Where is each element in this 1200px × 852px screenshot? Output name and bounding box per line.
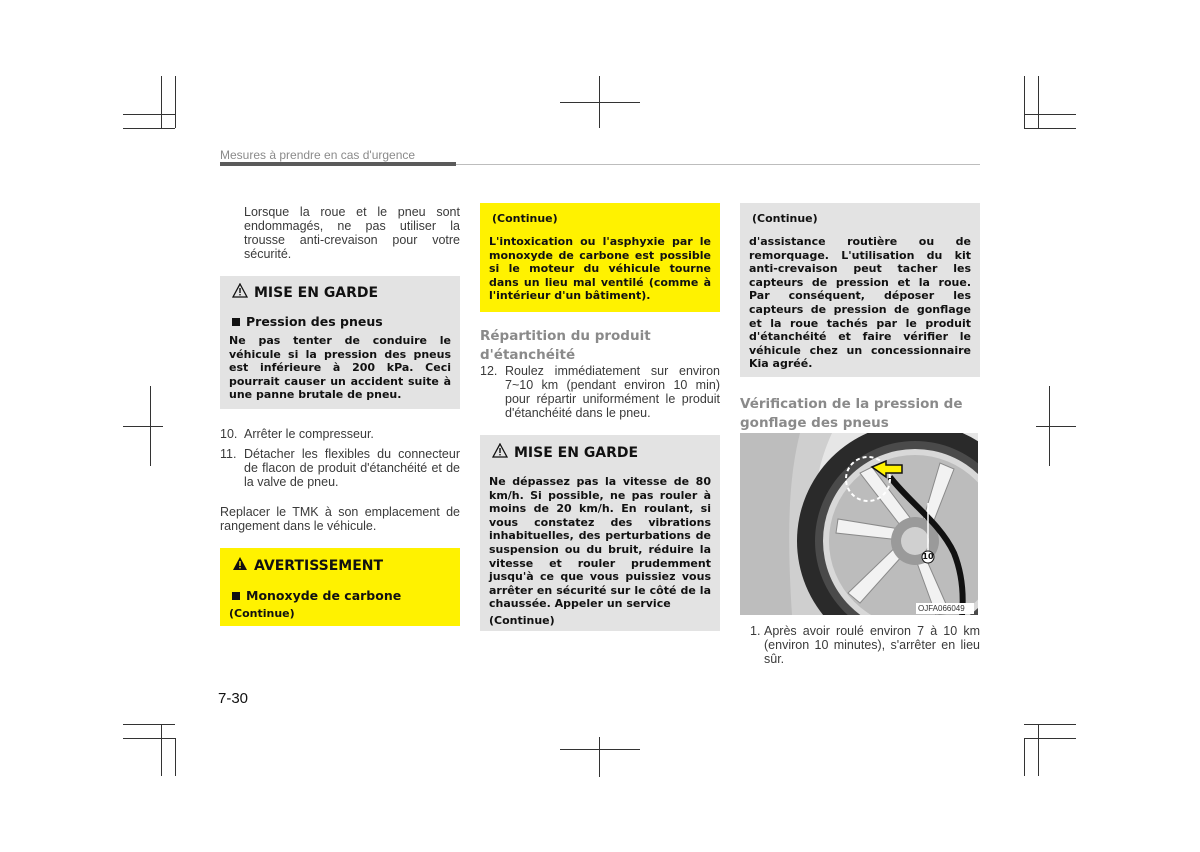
section-heading-pressure-check: Vérification de la pression de gonflage des pneus [740,396,963,431]
caution-box-tire-pressure [220,276,460,409]
header-rule-dark [220,162,456,166]
step-text: Détacher les flexibles du connecteur de flacon de produit d'étanchéité et de la valve de pneu. [244,447,460,489]
tire-illustration [740,433,978,615]
step-number: 11. [220,447,237,461]
caution-continued-body: d'assistance routière ou de remorquage. L'utilisation du kit anti-crevaison peut tacher les capteurs de pression et la roue. Par conséquent, déposer les capteurs de pression de gonflage et la roue tachés par le produit d'étanchéité et faire vérifier le véhicule chez un concessionnaire Kia agréé. [749,235,971,371]
caution-box-continued [740,203,980,377]
caution-body: Ne pas tenter de conduire le véhicule si la pression des pneus est inférieure à 200 kPa. Ceci pourrait causer un accident suite à une panne brutale de pneu. [229,334,451,402]
intro-paragraph: Lorsque la roue et le pneu sont endommagés, ne pas utiliser la trousse anti-crevaison pour votre sécurité. [244,205,460,261]
caution-subtitle: Pression des pneus [246,314,383,329]
figure-tire-pressure-check [740,433,978,615]
continue-label: (Continue) [229,607,295,620]
warning-continued-body: L'intoxication ou l'asphyxie par le monoxyde de carbone est possible si le moteur du véhicule tourne dans un lieu mal ventilé (comme à l'intérieur d'un bâtiment). [489,235,711,303]
step-number: 10. [220,427,238,441]
warning-title: AVERTISSEMENT [254,557,384,574]
list-item [220,447,460,489]
step-text: Après avoir roulé environ 7 à 10 km (environ 10 minutes), s'arrêter en lieu sûr. [764,624,980,666]
section-heading-sealant: Répartition du produit d'étanchéité [480,328,651,363]
replace-paragraph: Replacer le TMK à son emplacement de rangement dans le véhicule. [220,505,460,533]
step-number: 1. [750,624,761,638]
bullet-square-icon [232,318,240,326]
list-item [220,427,460,441]
figure-code: OJFA066049 [918,604,965,613]
warning-subtitle: Monoxyde de carbone [246,588,402,603]
caution-triangle-icon [492,443,508,462]
step-text: Roulez immédiatement sur environ 7~10 km (pendant environ 10 min) pour répartir uniformément le produit d'étanchéité dans le pneu. [505,364,720,420]
continue-label: (Continue) [492,212,558,225]
caution-body: Ne dépassez pas la vitesse de 80 km/h. Si possible, ne pas rouler à moins de 20 km/h. En roulant, si vous constatez des vibrations inhabituelles, des perturbations de suspension ou du bruit, réduire la vitesse et rouler prudemment jusqu'à ce que vous puissiez vous arrêter en sécurité sur le côté de la chaussée. Appeler un service [489,475,711,611]
warning-box-continued [480,203,720,312]
caution-box-speed [480,435,720,631]
continue-label: (Continue) [489,614,555,627]
list-item [750,624,980,666]
continue-label: (Continue) [752,212,818,225]
page-number: 7-30 [218,690,249,707]
caution-triangle-icon [232,283,248,302]
caution-title: MISE EN GARDE [514,444,639,461]
caution-title: MISE EN GARDE [254,284,379,301]
figure-callout-number: 10 [922,552,934,561]
section-header-title: Mesures à prendre en cas d'urgence [220,148,416,162]
list-item [480,364,720,420]
step-number: 12. [480,364,498,378]
warning-box-carbon-monoxide [220,548,460,626]
step-text: Arrêter le compresseur. [244,427,374,441]
bullet-square-icon [232,592,240,600]
header-rule-light [456,164,980,165]
warning-triangle-icon [232,556,248,575]
